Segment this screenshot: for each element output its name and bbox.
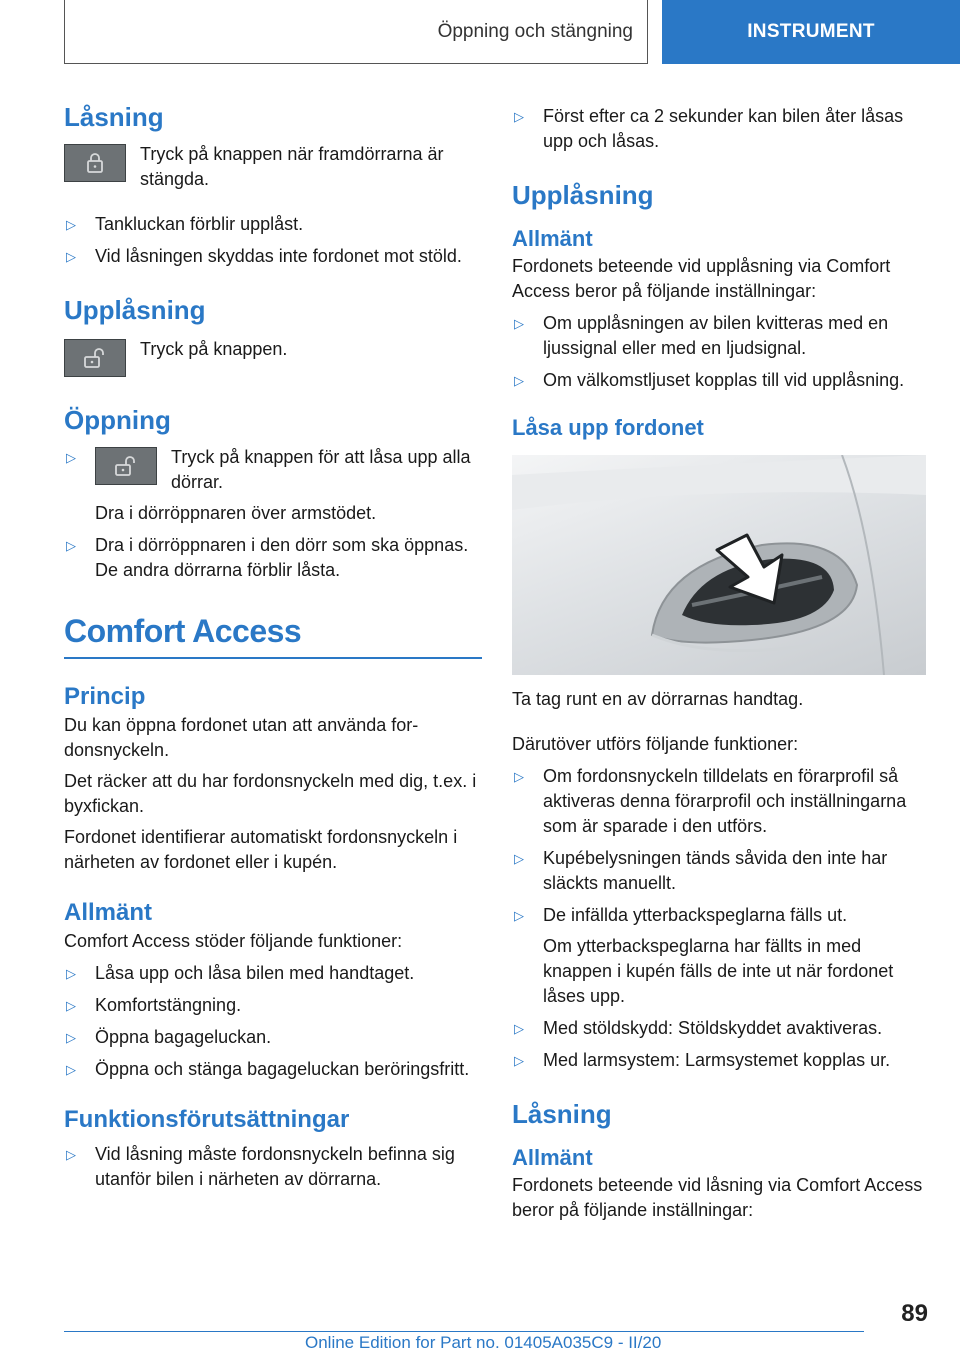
right-column bbox=[512, 104, 926, 1223]
paragraph: Det räcker att du har fordonsnyckeln med dig, t.ex. i byxfickan. bbox=[64, 771, 477, 816]
list-item: ▷ Låsa upp och låsa bilen med handtaget. bbox=[64, 961, 482, 986]
list-item: ▷ Med larmsystem: Larmsystemet kopplas ur. bbox=[512, 1048, 926, 1073]
heading-unlock-vehicle: Låsa upp fordonet bbox=[512, 415, 704, 440]
list-item: ▷ Öppna bagageluckan. bbox=[64, 1025, 482, 1050]
triangle-right-icon: ▷ bbox=[66, 1062, 76, 1077]
heading-unlocking: Upplåsning bbox=[64, 295, 206, 325]
list-item: ▷ Öppna och stänga bagageluckan beröringsfritt. bbox=[64, 1057, 482, 1082]
list-item: ▷ Vid låsningen skyddas inte fordonet mot stöld. bbox=[64, 244, 482, 269]
list-item: ▷ Om upplåsningen av bilen kvitteras med en ljussignal eller med en ljudsignal. bbox=[512, 311, 926, 361]
heading-unlocking: Upplåsning bbox=[512, 180, 654, 210]
list-item: ▷ De infällda ytterbackspeglarna fälls ut. Om ytterbackspeglarna har fällts in med knappen i kupén fälls de inte ut när fordonet låses upp. bbox=[512, 903, 926, 1009]
unlock-all-button-row: Tryck på knappen för att låsa upp alla dörrar. bbox=[95, 445, 482, 495]
header-chapter-title: INSTRUMENT bbox=[747, 21, 875, 42]
lock-button-row bbox=[64, 142, 482, 192]
heading-comfort-access: Comfort Access bbox=[64, 611, 482, 659]
paragraph: Fordonets beteende vid låsning via Comfort Access beror på följande inställningar: bbox=[512, 1175, 923, 1220]
paragraph: Fordonets beteende vid upplåsning via Comfort Access beror på följande inställningar: bbox=[512, 256, 891, 301]
heading-opening: Öppning bbox=[64, 405, 171, 435]
triangle-right-icon: ▷ bbox=[66, 538, 76, 553]
list-item: ▷ Om välkomstljuset kopplas till vid upplåsning. bbox=[512, 368, 926, 393]
list-item: ▷ Om fordonsnyckeln tilldelats en förarprofil så aktiveras denna förarprofil och inställningarna som är sparade i den utförs. bbox=[512, 764, 926, 839]
triangle-right-icon: ▷ bbox=[66, 1147, 76, 1162]
triangle-right-icon: ▷ bbox=[514, 1053, 524, 1068]
triangle-right-icon: ▷ bbox=[514, 1021, 524, 1036]
paragraph: Comfort Access stöder följande funktioner: bbox=[64, 931, 403, 951]
paragraph: Därutöver utförs följande funktioner: bbox=[512, 734, 799, 754]
heading-general: Allmänt bbox=[64, 899, 153, 926]
list-item: ▷ Komfortstängning. bbox=[64, 993, 482, 1018]
list-item: ▷ Dra i dörröppnaren i den dörr som ska öppnas. De andra dörrarna förblir låsta. bbox=[64, 533, 482, 583]
triangle-right-icon: ▷ bbox=[514, 373, 524, 388]
heading-locking: Låsning bbox=[512, 1099, 612, 1129]
triangle-right-icon: ▷ bbox=[514, 851, 524, 866]
paragraph: Fordonet identifierar automatiskt fordonsnyckeln i närheten av fordonet eller i kupén. bbox=[64, 827, 458, 872]
list-item: ▷ Tankluckan förblir upplåst. bbox=[64, 212, 482, 237]
footer-edition: Online Edition for Part no. 01405A035C9 - II/20 bbox=[305, 1333, 662, 1352]
heading-principle: Princip bbox=[64, 683, 146, 710]
page-number: 89 bbox=[901, 1300, 928, 1327]
unlock-button-image bbox=[64, 339, 126, 377]
lock-button-image bbox=[64, 144, 126, 182]
unlock-icon bbox=[83, 347, 107, 369]
lock-icon bbox=[84, 152, 106, 174]
door-handle-arrow-illustration bbox=[512, 455, 926, 675]
triangle-right-icon: ▷ bbox=[514, 769, 524, 784]
triangle-right-icon: ▷ bbox=[66, 998, 76, 1013]
triangle-right-icon: ▷ bbox=[514, 316, 524, 331]
heading-locking: Låsning bbox=[64, 102, 164, 132]
footer-divider bbox=[64, 1331, 864, 1332]
list-item: ▷ Kupébelysningen tänds såvida den inte har släckts manuellt. bbox=[512, 846, 926, 896]
triangle-right-icon: ▷ bbox=[66, 966, 76, 981]
header-section-tab bbox=[64, 0, 648, 64]
image-caption: Ta tag runt en av dörrarnas handtag. bbox=[512, 689, 804, 709]
unlock-button-row bbox=[64, 337, 482, 377]
paragraph: Om ytterbackspeglarna har fällts in med knappen i kupén fälls de inte ut när fordonet låses upp. bbox=[543, 936, 894, 1006]
triangle-right-icon: ▷ bbox=[66, 249, 76, 264]
triangle-right-icon: ▷ bbox=[66, 1030, 76, 1045]
unlock-button-text: Tryck på knappen. bbox=[140, 339, 288, 359]
list-item: ▷ Vid låsning måste fordonsnyckeln befinna sig utanför bilen i närheten av dörrarna. bbox=[64, 1142, 482, 1192]
heading-general: Allmänt bbox=[512, 1145, 593, 1170]
list-item bbox=[64, 445, 482, 526]
opening-subtext: Dra i dörröppnaren över armstödet. bbox=[95, 503, 377, 523]
unlock-button-image bbox=[95, 447, 157, 485]
triangle-right-icon: ▷ bbox=[514, 109, 524, 124]
lock-button-text: Tryck på knappen när framdörrarna är stängda. bbox=[140, 144, 444, 189]
header-chapter-tab bbox=[662, 0, 960, 64]
list-item: ▷ Först efter ca 2 sekunder kan bilen åter låsas upp och låsas. bbox=[512, 104, 926, 154]
heading-general: Allmänt bbox=[512, 226, 593, 251]
heading-prerequisites: Funktionsförutsättningar bbox=[64, 1106, 350, 1133]
triangle-right-icon: ▷ bbox=[66, 217, 76, 232]
list-item: ▷ Med stöldskydd: Stöldskyddet avaktiveras. bbox=[512, 1016, 926, 1041]
paragraph: Du kan öppna fordonet utan att använda fordonsnyckeln. bbox=[64, 715, 419, 760]
header-section-title: Öppning och stängning bbox=[437, 20, 633, 42]
triangle-right-icon: ▷ bbox=[514, 908, 524, 923]
left-column bbox=[64, 100, 482, 1192]
triangle-right-icon: ▷ bbox=[66, 450, 76, 465]
unlock-icon bbox=[114, 455, 138, 477]
